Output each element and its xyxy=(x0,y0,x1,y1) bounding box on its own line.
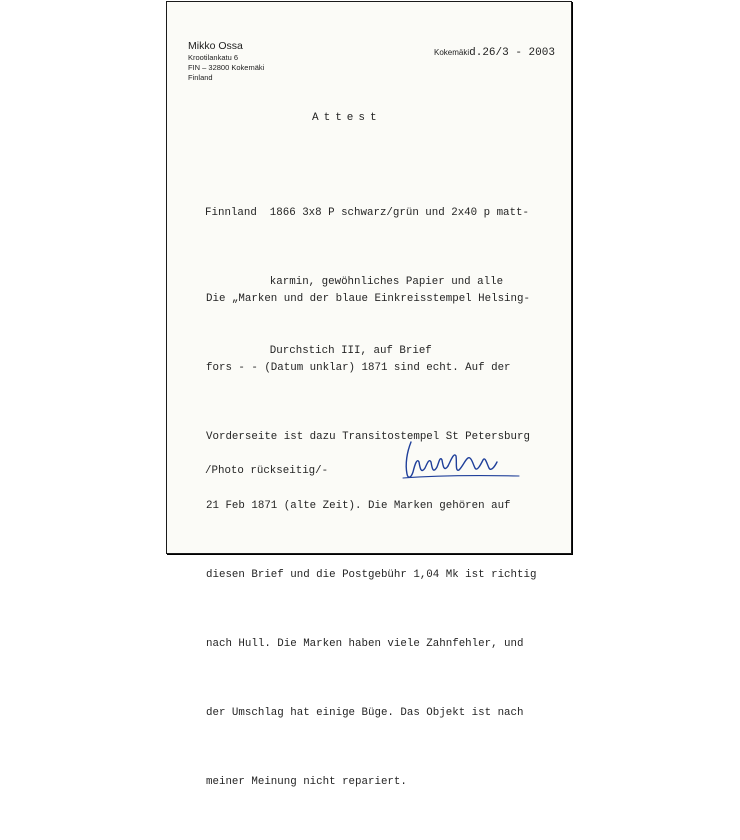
text-line: Finnland 1866 3x8 P schwarz/grün und 2x40 p matt- xyxy=(205,207,529,219)
text-line: fors - - (Datum unklar) 1871 sind echt. Auf der xyxy=(206,362,511,374)
text-line: Die „Marken und der blaue Einkreisstempel Helsing- xyxy=(206,293,530,305)
text-line: 21 Feb 1871 (alte Zeit). Die Marken gehören auf xyxy=(206,500,511,512)
document-title: Attest xyxy=(312,112,382,124)
text-line: nach Hull. Die Marken haben viele Zahnfehler, und xyxy=(206,638,524,650)
place-label: Kokemäki xyxy=(434,48,470,57)
sender-postal: FIN – 32800 Kokemäki xyxy=(188,63,265,72)
text-line: meiner Meinung nicht repariert. xyxy=(206,776,407,788)
sender-country: Finland xyxy=(188,73,213,82)
text-line: der Umschlag hat einige Büge. Das Objekt ist nach xyxy=(206,707,524,719)
sender-name: Mikko Ossa xyxy=(188,40,243,52)
sender-street: Krootilankatu 6 xyxy=(188,53,239,62)
certificate-body xyxy=(206,242,536,840)
text-line: diesen Brief und die Postgebühr 1,04 Mk ist richtig xyxy=(206,569,537,581)
handwritten-signature xyxy=(399,434,525,486)
text-line: karmin, gewöhnliches Papier und alle xyxy=(205,276,504,288)
letter-date: d.26/3 - 2003 xyxy=(469,47,555,59)
text-line: Vorderseite ist dazu Transitostempel St Petersburg xyxy=(206,431,530,443)
letter-sheet xyxy=(166,1,572,788)
photo-note: /Photo rückseitig/- xyxy=(205,465,329,477)
date-line xyxy=(434,42,555,60)
text-line: Durchstich III, auf Brief xyxy=(205,345,432,357)
sender-block xyxy=(188,40,264,83)
